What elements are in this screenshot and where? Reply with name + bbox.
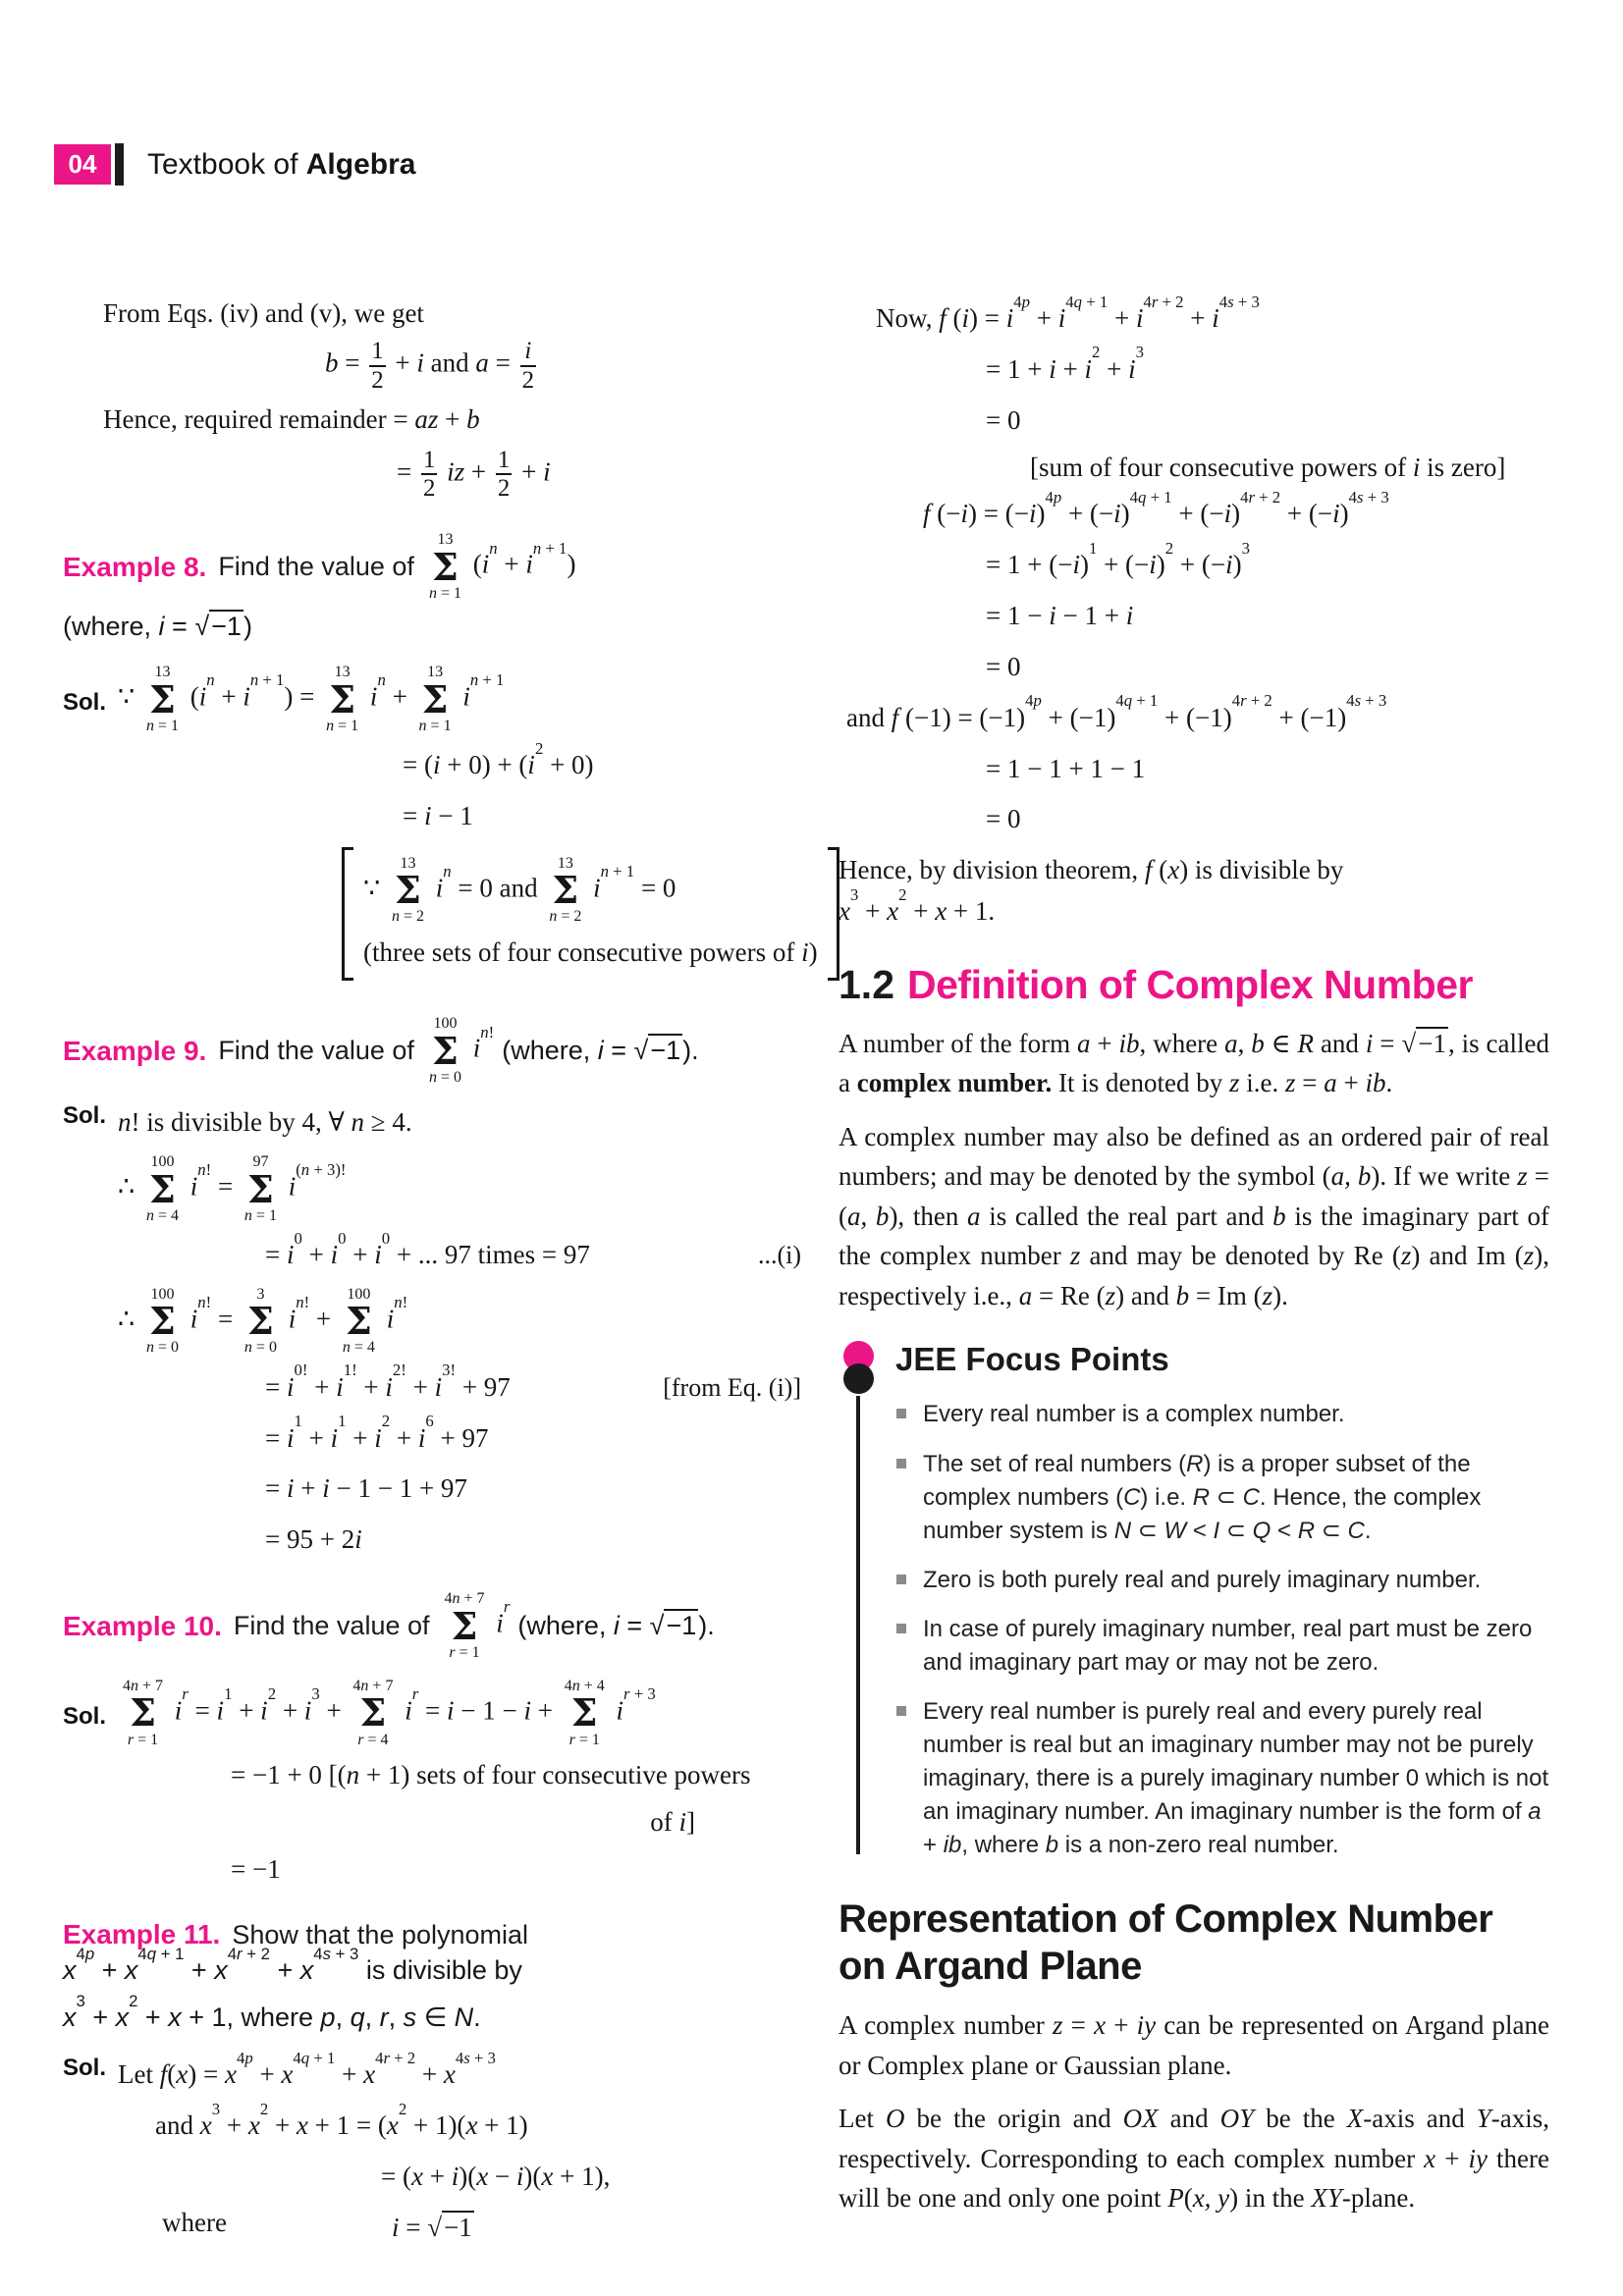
- example-10-sum: 4n + 7 Σ r = 1 $i^r$: [444, 1590, 511, 1661]
- sol-label: Sol.: [63, 689, 107, 717]
- example-10-solution: [63, 1678, 801, 1890]
- sol-line: [118, 2208, 801, 2249]
- sol-line: ∴ 100 Σ n = 4 $i^{n!}$ = 97 Σ n = 1 $i^{(n + 3)!}$: [118, 1153, 347, 1224]
- section-title: Definition of Complex Number: [907, 961, 1473, 1007]
- example-8-where: (where, i = √−1): [63, 612, 252, 642]
- example-8-heading: [63, 531, 801, 603]
- example-8-sum: 13 Σ n = 1 $(i^n + i^{n + 1})$: [428, 531, 576, 602]
- sol-label: Sol.: [63, 2055, 107, 2082]
- sol-label: Sol.: [63, 1102, 107, 1130]
- section-paragraph: A number of the form a + ib, where a, b ∈ R and i = √−1, is called a complex number. It is denoted by z i.e. z = a + ib.: [839, 1028, 1549, 1098]
- poly-line: = $1 + (-i)^1 + (-i)^2 + (-i)^3$: [986, 538, 1251, 580]
- example-9-where: (where, i = √−1).: [502, 1036, 699, 1065]
- poly-line: = $1 + i + i^2 + i^3$: [986, 343, 1144, 384]
- example-11-label: Example 11.: [63, 1919, 221, 1950]
- example-9-lead: Find the value of: [218, 1036, 414, 1066]
- focus-item: The set of real numbers (R) is a proper subset of the complex numbers (C) i.e. R ⊂ C. Hence, the complex number system is N ⊂ W < I ⊂ Q < R ⊂ C.: [923, 1448, 1549, 1548]
- focus-title: JEE Focus Points: [895, 1341, 1169, 1378]
- sol-line: and $x^3 + x^2 + x + 1 = (x^2 + 1)(x + 1)$: [155, 2099, 528, 2140]
- sol-line: ∵ 13 Σ n = 1 $(i^n + i^{n + 1})$ = 13 Σ n = 1 $i^n$ + 13 Σ n = 1 $i^{n + 1}$: [118, 664, 505, 734]
- sol-line: = $(i + 0) + (i^2 + 0)$: [403, 738, 594, 780]
- example-11-solution: [63, 2048, 801, 2248]
- example-10-lead: Find the value of: [233, 1611, 430, 1641]
- representation-heading: Representation of Complex Number on Argand Plane: [839, 1897, 1493, 1989]
- poly-conclusion: Hence, by division theorem, f (x) is divisible by: [839, 855, 1344, 885]
- focus-item: In case of purely imaginary number, real part must be zero and imaginary part may or may not be zero.: [923, 1613, 1549, 1680]
- sol-line: = (x + i)(x − i)(x + 1),: [381, 2161, 611, 2191]
- poly-line: = 0: [986, 404, 1021, 435]
- example-9-sum: 100 Σ n = 0 $i^{n!}$: [428, 1015, 495, 1086]
- book-title-bold: Algebra: [305, 147, 416, 181]
- sol-line: = i + i − 1 − 1 + 97: [265, 1473, 467, 1504]
- representation-paragraph: A complex number z = x + iy can be represented on Argand plane or Complex plane or Gaussian plane.: [839, 2010, 1549, 2080]
- poly-line: = 0: [986, 804, 1021, 834]
- where-word: where: [162, 2207, 227, 2237]
- example-10-where: (where, i = √−1).: [517, 1610, 715, 1640]
- book-title-regular: Textbook of: [147, 147, 306, 181]
- example-9-solution: [63, 1102, 801, 1561]
- text-line: Hence, required remainder = az + b: [103, 403, 480, 434]
- equation-ref: [from Eq. (i)]: [663, 1372, 801, 1402]
- jee-focus-points-box: [839, 1341, 1549, 1862]
- poly-line: f $(-i) = (-i)^{4p} + (-i)^{4q + 1} + (-i)^{4r + 2} + (-i)^{4s + 3}$: [923, 488, 1389, 529]
- sol-line: Let $f(x) = x^{4p} + x^{4q + 1} + x^{4r + 2} + x^{4s + 3}$: [118, 2048, 496, 2090]
- focus-item: Every real number is purely real and every purely real number is real but an imaginary number may not be purely imaginary, there is a purely imaginary number 0 which is not an imaginary number. An imaginary number is the form of a + ib, where b is a non-zero real number.: [923, 1695, 1549, 1862]
- bracket-note: [342, 847, 839, 982]
- pin-stem-line: [856, 1396, 860, 1854]
- poly-line: Now, f $(i) = i^{4p} + i^{4q + 1} + i^{4r + 2} + i^{4s + 3}$: [876, 292, 1260, 333]
- page-header: [54, 143, 415, 186]
- sol-line: ∴ 100 Σ n = 0 $i^{n!}$ = 3 Σ n = 0 $i^{n!}$ + 100 Σ n = 4 $i^{n!}$: [118, 1285, 408, 1357]
- section-heading: [839, 962, 1549, 1008]
- sol-line: = 95 + 2i: [265, 1524, 362, 1555]
- sol-line: of i]: [650, 1806, 695, 1837]
- example-9-heading: [63, 1015, 801, 1087]
- sol-line: = −1 + 0 [(n + 1) sets of four consecutive powers: [231, 1759, 751, 1789]
- left-column: [63, 294, 818, 2249]
- example-11-lead: Show that the polynomial: [232, 1919, 529, 1949]
- representation-paragraph: Let O be the origin and OX and OY be the X-axis and Y-axis, respectively. Corresponding to each complex number x + iy there will be one and only one point P(x, y) in the XY-plane.: [839, 2104, 1550, 2214]
- equation-ref: ...(i): [757, 1241, 801, 1270]
- focus-list: [895, 1398, 1549, 1862]
- example-8-label: Example 8.: [63, 551, 207, 582]
- sol-line: 4n + 7 Σ r = 1 $i^r = i^1 + i^2 + i^3$ + 4n + 7 Σ r = 4 $i^r = i - 1 - i$ + 4n + 4 Σ r = 1 $i^{r + 3}$: [123, 1678, 656, 1748]
- left-bracket: [342, 847, 353, 982]
- section-number: 1.2: [839, 961, 894, 1007]
- sol-label: Sol.: [63, 1703, 107, 1731]
- poly-conclusion: $x^3 + x^2 + x + 1$.: [839, 884, 996, 927]
- example-8-solution: [63, 664, 818, 986]
- poly-line: = 0: [986, 651, 1021, 681]
- example-11-statement: $x^{4p} + x^{4q + 1} + x^{4r + 2} + x^{4s + 3}$ is divisible by: [63, 1945, 522, 1986]
- intro-text: From Eqs. (iv) and (v), we get: [103, 298, 424, 328]
- where-eq: i = √−1: [391, 2212, 472, 2242]
- header-divider-bar: [115, 143, 124, 186]
- poly-note: [sum of four consecutive powers of i is zero]: [1030, 452, 1506, 482]
- right-bracket: [828, 847, 839, 982]
- section-paragraph: A complex number may also be defined as an ordered pair of real numbers; and may be denoted by the symbol (a, b). If we write z = (a, b), then a is called the real part and b is the imaginary part of the complex number z and may be denoted by Re (z) and Im (z), respectively i.e., a = Re (z) and b = Im (z).: [839, 1121, 1550, 1310]
- sol-line: = −1: [231, 1853, 281, 1884]
- poly-line: and f $(-1) = (-1)^{4p} + (-1)^{4q + 1} + (-1)^{4r + 2} + (-1)^{4s + 3}$: [846, 691, 1387, 732]
- equation: = $\frac{1}{2}$ iz + $\frac{1}{2}$ + i: [397, 446, 551, 503]
- sol-line: = $i^1 + i^1 + i^2 + i^6 + 97$: [265, 1412, 489, 1453]
- focus-item: Every real number is a complex number.: [923, 1398, 1549, 1431]
- bracket-line: ∵ 13 Σ n = 2 $i^n = 0$ and 13 Σ n = 2 $i^{n + 1} = 0$: [363, 854, 676, 926]
- book-title: [147, 148, 415, 182]
- right-column: [839, 292, 1550, 2232]
- focus-item: Zero is both purely real and purely imaginary number.: [923, 1564, 1549, 1597]
- page-number-badge: 04: [54, 144, 111, 185]
- sol-line: = i − 1: [403, 800, 473, 830]
- example-11-statement: $x^3 + x^2 + x + 1$, where p, q, r, s ∈ N.: [63, 1991, 481, 2033]
- example-10-label: Example 10.: [63, 1610, 222, 1641]
- poly-line: = 1 − i − 1 + i: [986, 601, 1134, 631]
- bracket-line: (three sets of four consecutive powers of i): [363, 936, 818, 967]
- sol-line: n! is divisible by 4, ∀ n ≥ 4.: [118, 1107, 412, 1138]
- sol-line: = $i^{0!} + i^{1!} + i^{2!} + i^{3!} + 97$ [from Eq. (i)]: [265, 1361, 801, 1402]
- example-8-lead: Find the value of: [218, 552, 414, 582]
- poly-line: = 1 − 1 + 1 − 1: [986, 753, 1146, 783]
- example-9-label: Example 9.: [63, 1035, 207, 1066]
- example-10-heading: [63, 1590, 801, 1662]
- pin-head-black-icon: [843, 1363, 874, 1394]
- sol-line: = $i^0 + i^0 + i^0$ + ... 97 times = 97 ...(i): [265, 1228, 801, 1270]
- equation: b = $\frac{1}{2}$ + i and a = $\frac{i}{2}$: [324, 338, 535, 394]
